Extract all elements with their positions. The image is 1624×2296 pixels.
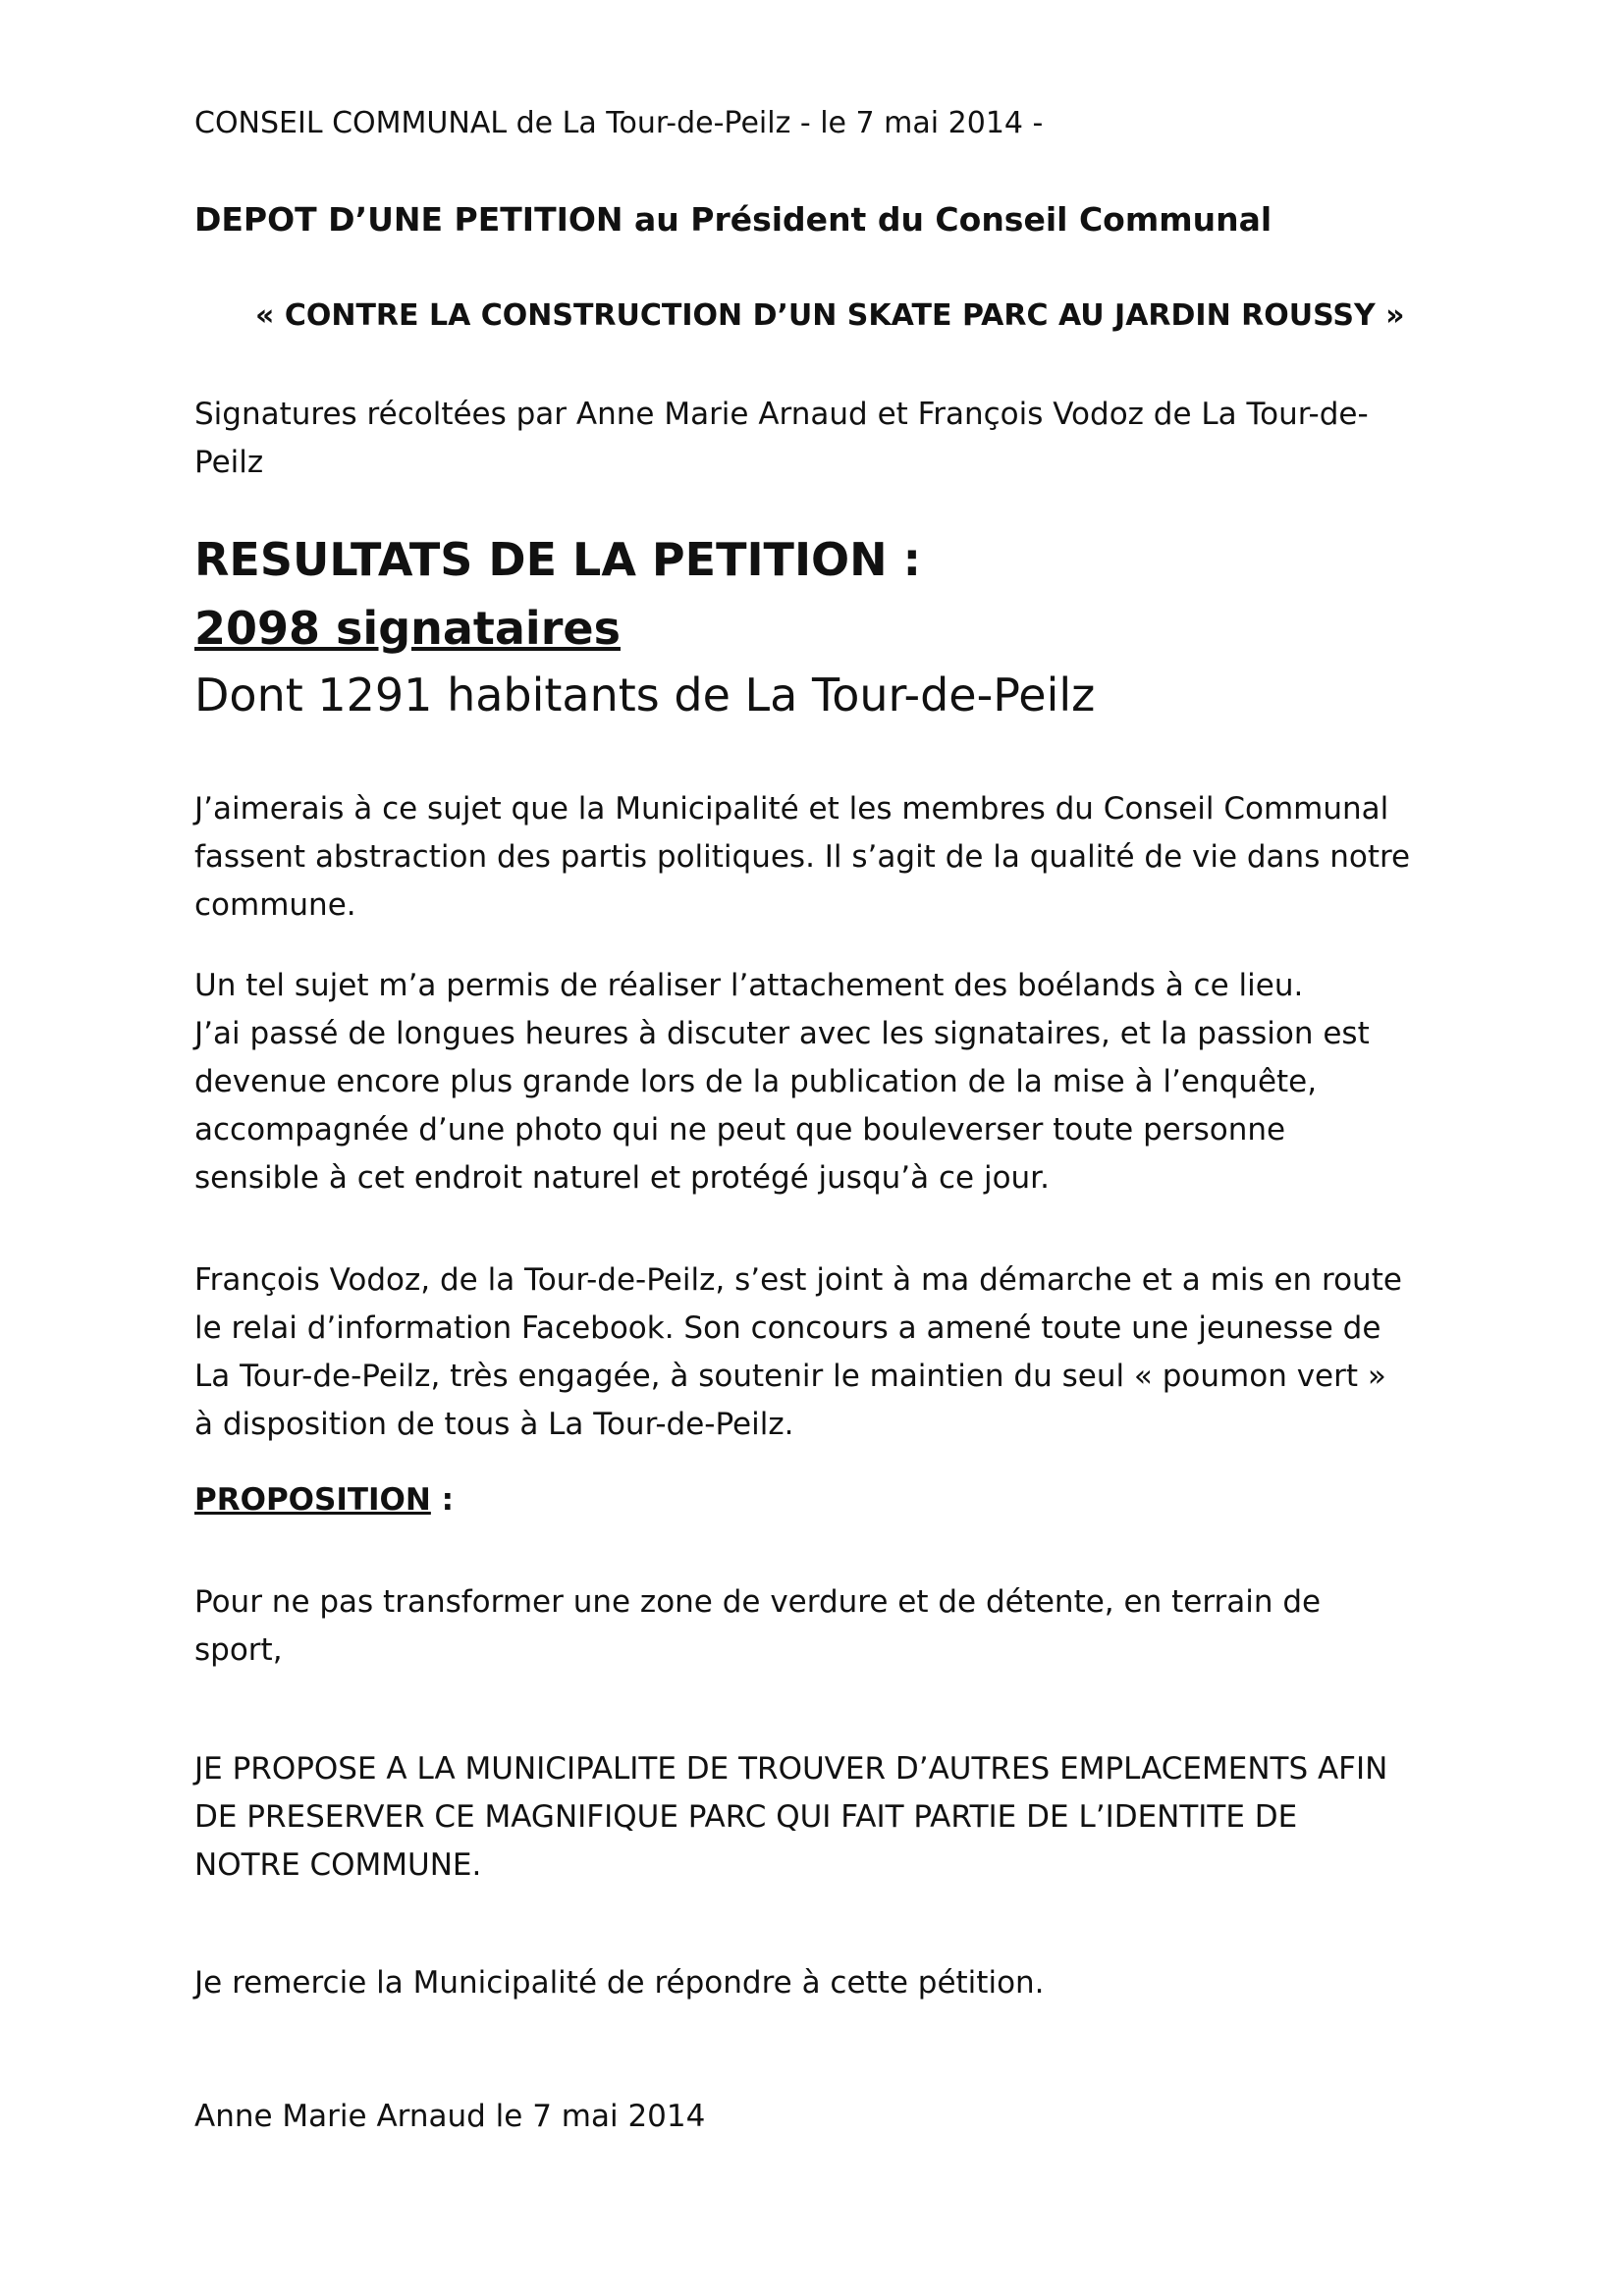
proposition-heading-suffix: : <box>430 1482 455 1518</box>
paragraph-line: JE PROPOSE A LA MUNICIPALITE DE TROUVER D’AUTRES EMPLACEMENTS AFIN <box>194 1751 1388 1787</box>
paragraph-line: sensible à cet endroit naturel et protégé jusqu’à ce jour. <box>194 1160 1050 1196</box>
signatures-note-line: Peilz <box>194 445 264 480</box>
paragraph-line: La Tour-de-Peilz, très engagée, à soutenir le maintien du seul « poumon vert » <box>194 1359 1386 1394</box>
thanks-line <box>194 1959 1471 2007</box>
residents-count: Dont 1291 habitants de La Tour-de-Peilz <box>194 668 1096 721</box>
paragraph-line: NOTRE COMMUNE. <box>194 1847 482 1883</box>
paragraph-line: François Vodoz, de la Tour-de-Peilz, s’est joint à ma démarche et a mis en route <box>194 1262 1402 1298</box>
paragraph-line: fassent abstraction des partis politiques. Il s’agit de la qualité de vie dans notre <box>194 839 1411 875</box>
paragraph-line: devenue encore plus grande lors de la publication de la mise à l’enquête, <box>194 1064 1318 1099</box>
proposition-heading <box>194 1482 454 1518</box>
paragraph-line: Un tel sujet m’a permis de réaliser l’attachement des boélands à ce lieu. <box>194 968 1304 1003</box>
proposition-statement <box>194 1745 1471 1890</box>
paragraph-line: accompagnée d’une photo qui ne peut que bouleverser toute personne <box>194 1112 1286 1148</box>
paragraph-line: à disposition de tous à La Tour-de-Peilz. <box>194 1407 794 1442</box>
proposition-heading-label: PROPOSITION <box>194 1482 431 1518</box>
paragraph-facebook-relay <box>194 1256 1471 1449</box>
paragraph-line: J’aimerais à ce sujet que la Municipalité et les membres du Conseil Communal <box>194 791 1389 827</box>
header-line: CONSEIL COMMUNAL de La Tour-de-Peilz - le 7 mai 2014 - <box>194 106 1044 140</box>
paragraph-municipality <box>194 785 1471 930</box>
signature-line: Anne Marie Arnaud le 7 mai 2014 <box>194 2099 706 2134</box>
proposition-intro <box>194 1578 1471 1675</box>
signatures-note-line: Signatures récoltées par Anne Marie Arnaud et François Vodoz de La Tour-de- <box>194 397 1369 432</box>
paragraph-line: DE PRESERVER CE MAGNIFIQUE PARC QUI FAIT PARTIE DE L’IDENTITE DE <box>194 1799 1298 1835</box>
depot-title: DEPOT D’UNE PETITION au Président du Conseil Communal <box>194 200 1272 239</box>
signatories-total: 2098 signataires <box>194 602 621 655</box>
paragraph-line: Je remercie la Municipalité de répondre à cette pétition. <box>194 1965 1045 2001</box>
petition-subject: « CONTRE LA CONSTRUCTION D’UN SKATE PARC AU JARDIN ROUSSY » <box>255 298 1405 333</box>
results-heading: RESULTATS DE LA PETITION : <box>194 533 922 586</box>
paragraph-line: sport, <box>194 1632 283 1668</box>
paragraph-line: Pour ne pas transformer une zone de verdure et de détente, en terrain de <box>194 1584 1322 1620</box>
paragraph-line: le relai d’information Facebook. Son concours a amené toute une jeunesse de <box>194 1310 1381 1346</box>
paragraph-attachment <box>194 962 1471 1202</box>
paragraph-line: commune. <box>194 887 356 923</box>
signatures-note <box>194 391 1471 487</box>
paragraph-line: J’ai passé de longues heures à discuter avec les signataires, et la passion est <box>194 1016 1370 1051</box>
